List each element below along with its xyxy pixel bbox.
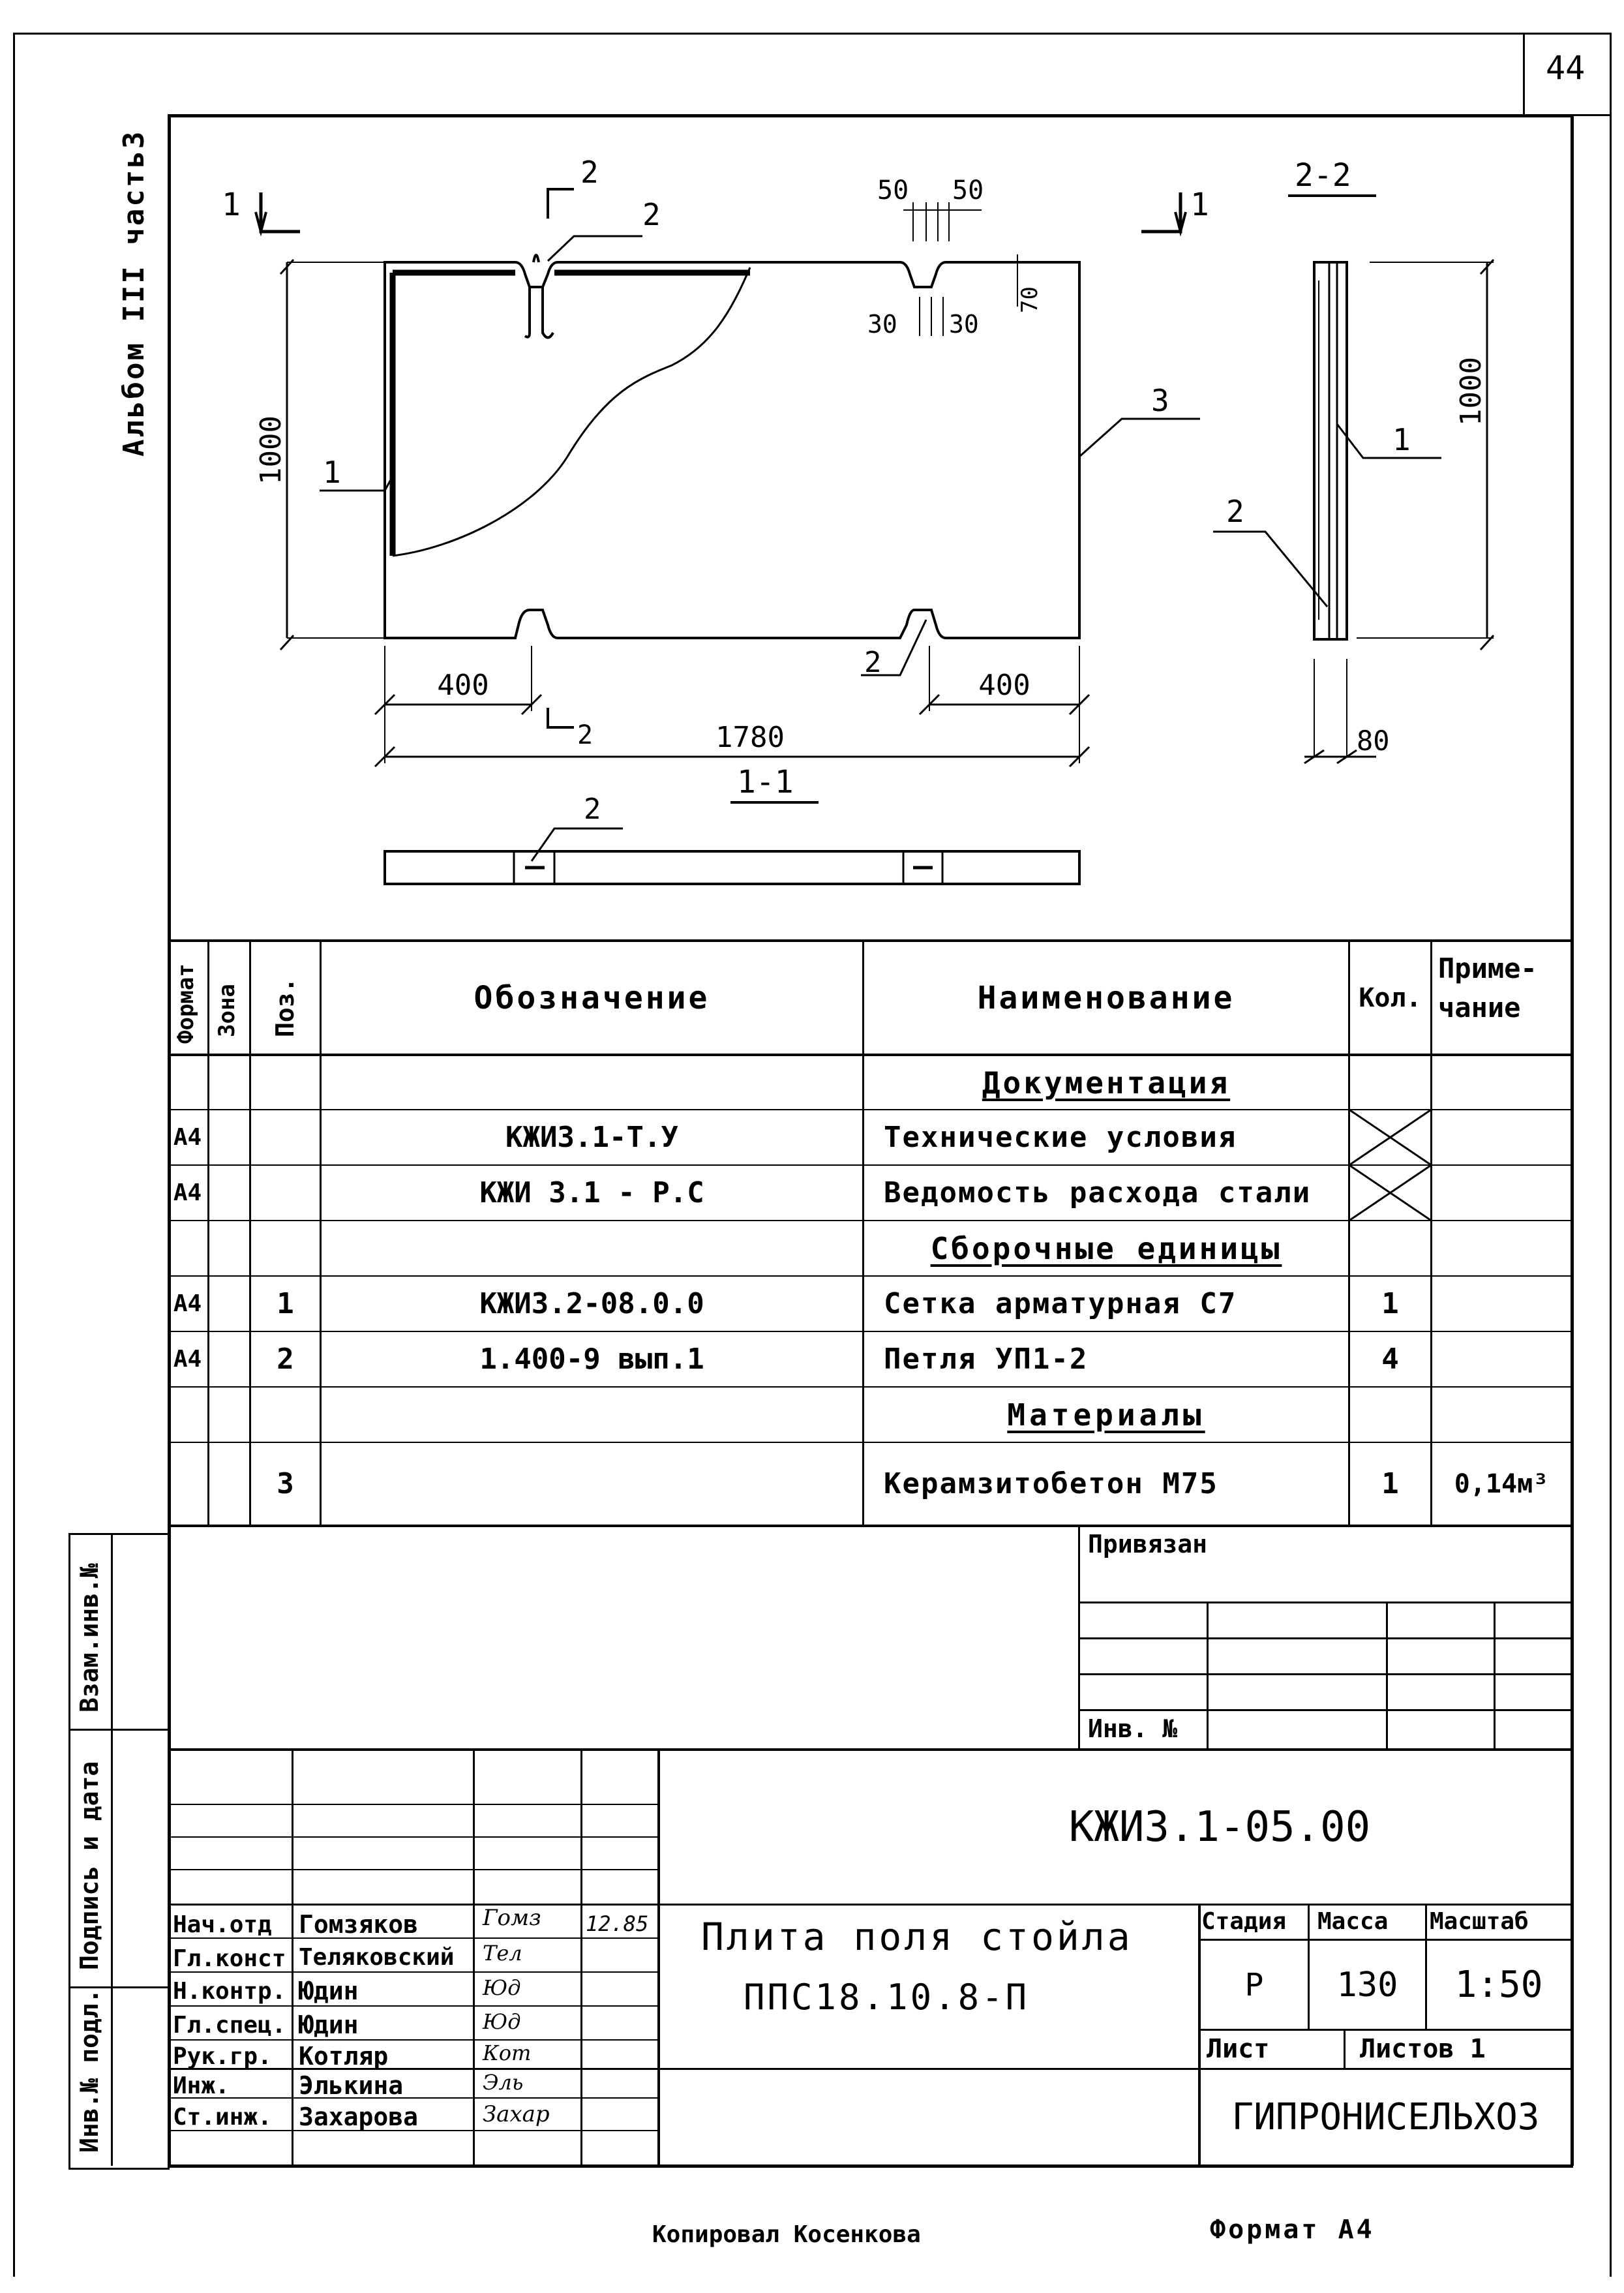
doc-code: КЖИ3.1-05.00 [1068, 1803, 1371, 1851]
header-note-line2: чание [1438, 992, 1521, 1024]
name-3: Юдин [299, 2011, 359, 2039]
date-0: 12.85 [586, 1911, 649, 1936]
dim-height-side: 1000 [1454, 357, 1488, 426]
name-4: Котляр [299, 2042, 389, 2071]
row5-pos: 2 [277, 1343, 294, 1376]
stage-row [1198, 2029, 1573, 2031]
stage-label: Стадия [1201, 1908, 1287, 1935]
row4-pos: 1 [277, 1287, 294, 1320]
header-pos: Поз. [271, 977, 299, 1037]
privyazan-row [1078, 1637, 1573, 1639]
row7-name: Керамзитобетон М75 [884, 1467, 1218, 1500]
dim-height-front: 1000 [254, 416, 288, 485]
row7-pos: 3 [277, 1467, 294, 1500]
org-name: ГИПРОНИСЕЛЬХОЗ [1231, 2096, 1540, 2138]
album-label: Альбом III часть3 [117, 129, 151, 457]
role-2: Н.контр. [173, 1978, 286, 2005]
header-name: Наименование [977, 979, 1235, 1016]
role-3: Гл.спец. [173, 2012, 286, 2039]
footer-copied: Копировал Косенкова [652, 2221, 921, 2248]
signature-1: Тел [483, 1941, 522, 1966]
row2-designation: КЖИ 3.1 - Р.С [479, 1176, 704, 1209]
signature-3: Юд [483, 2009, 521, 2034]
header-zone: Зона [214, 984, 240, 1037]
inner-frame-bottom [168, 2164, 1573, 2168]
signature-6: Захар [483, 2101, 550, 2127]
mass-label: Масса [1317, 1908, 1389, 1935]
stage-value: Р [1244, 1966, 1264, 2003]
header-qty: Кол. [1359, 982, 1422, 1013]
side-stamp-row [68, 1729, 168, 1731]
row4-designation: КЖИ3.2-08.0.0 [479, 1287, 704, 1320]
name-6: Захарова [299, 2103, 419, 2131]
row2-name: Ведомость расхода стали [884, 1176, 1312, 1209]
spec-bottom [168, 1525, 1573, 1527]
callout-1-side: 1 [1392, 422, 1411, 457]
name-5: Элькина [299, 2071, 404, 2100]
title-grid-row [168, 2097, 659, 2099]
row5-name: Петля УП1-2 [884, 1343, 1089, 1376]
row4-format: А4 [173, 1290, 202, 1317]
section-materials-label: Материалы [1007, 1397, 1205, 1433]
privyazan-col [1386, 1602, 1388, 1748]
row2-qty-crossed [1350, 1166, 1430, 1220]
row4-qty: 1 [1381, 1287, 1399, 1320]
title-grid-col [580, 1748, 582, 2166]
title-line1: Плита поля стойла [701, 1915, 1133, 1959]
title-grid-col [473, 1748, 475, 2166]
dim-right-400: 400 [978, 669, 1030, 702]
dim-thickness: 80 [1357, 725, 1390, 757]
privyazan-inv-label: Инв. № [1088, 1714, 1178, 1743]
section-assemblies [864, 1221, 1348, 1275]
row1-name: Технические условия [884, 1121, 1237, 1154]
title-grid-row [168, 1869, 659, 1870]
row7-qty: 1 [1381, 1467, 1399, 1500]
role-0: Нач.отд [173, 1911, 272, 1938]
outer-frame-top [13, 33, 1611, 35]
callout-2-bottom: 2 [864, 646, 882, 679]
name-0: Гомзяков [299, 1910, 419, 1939]
role-6: Ст.инж. [173, 2104, 272, 2131]
signature-0: Гомз [483, 1905, 541, 1931]
section-mark-1-left: 1 [222, 187, 241, 223]
callout-3: 3 [1151, 383, 1169, 418]
name-1: Теляковский [299, 1944, 455, 1971]
section-mark-2-top: 2 [580, 155, 599, 190]
signature-2: Юд [483, 1975, 521, 2000]
scale-value: 1:50 [1454, 1964, 1543, 2006]
role-5: Инж. [173, 2073, 230, 2099]
spec-col-line [1430, 939, 1432, 1526]
dim-top-50b: 50 [952, 175, 984, 205]
callout-2-side: 2 [1226, 494, 1244, 529]
sheet-label: Лист [1207, 2034, 1270, 2064]
footer-format: Формат А4 [1210, 2215, 1375, 2245]
row1-designation: КЖИ3.1-Т.У [505, 1121, 678, 1154]
section-documentation [864, 1056, 1348, 1109]
title-grid-row [168, 1804, 659, 1805]
title-grid-row [168, 2039, 659, 2041]
section-assemblies-label: Сборочные единицы [930, 1230, 1282, 1266]
dim-30b: 30 [949, 310, 979, 339]
privyazan-title: Привязан [1088, 1530, 1208, 1558]
row4-name: Сетка арматурная С7 [884, 1287, 1237, 1320]
privyazan-row [1078, 1709, 1573, 1711]
side-vzam-inv: Взам.инв.№ [75, 1563, 104, 1712]
dim-length: 1780 [715, 721, 785, 754]
row2-format: А4 [173, 1179, 202, 1206]
role-1: Гл.конст [173, 1945, 286, 1972]
dim-left-400: 400 [437, 669, 489, 702]
section-mark-2-bottom: 2 [577, 720, 594, 750]
title-line2: ППС18.10.8-П [744, 1977, 1030, 2018]
title-grid-col [292, 1748, 293, 2166]
sheets-label: Листов 1 [1360, 2034, 1486, 2064]
dim-top-50a: 50 [877, 175, 909, 205]
dim-30a: 30 [867, 310, 897, 339]
row7-note: 0,14м³ [1454, 1468, 1549, 1499]
dim-70: 70 [1017, 286, 1043, 313]
side-inv-podl: Инв.№ подл. [75, 1988, 104, 2153]
name-2: Юдин [299, 1977, 359, 2005]
inner-frame-right [1571, 114, 1574, 2166]
section-documentation-label: Документация [982, 1065, 1231, 1101]
sheet-col [1344, 2029, 1346, 2068]
header-designation: Обозначение [474, 979, 710, 1016]
page-number: 44 [1546, 49, 1586, 87]
row1-qty-crossed [1350, 1110, 1430, 1164]
signature-5: Эль [483, 2070, 524, 2095]
callout-2-top: 2 [642, 197, 661, 232]
title-grid-row [168, 1836, 659, 1838]
header-format: Формат [173, 964, 199, 1044]
section-mark-1-right: 1 [1190, 187, 1209, 223]
row1-format: А4 [173, 1124, 202, 1151]
signature-4: Кот [483, 2041, 532, 2065]
row5-format: А4 [173, 1346, 202, 1373]
mass-value: 130 [1336, 1965, 1398, 2005]
row5-designation: 1.400-9 вып.1 [479, 1343, 704, 1376]
title-grid-row [168, 1904, 1573, 1906]
scale-label: Масштаб [1430, 1908, 1529, 1935]
drawing-area [171, 117, 1571, 939]
side-podpis-data: Подпись и дата [75, 1761, 104, 1970]
title-grid-row [168, 2005, 659, 2007]
section-materials [864, 1388, 1348, 1442]
spec-col-line [207, 939, 209, 1526]
privyazan-col [1494, 1602, 1496, 1748]
role-4: Рук.гр. [173, 2043, 272, 2070]
outer-frame-right [1610, 33, 1612, 2277]
side-stamp-col [111, 1533, 113, 2166]
outer-frame-left [13, 33, 15, 2277]
privyazan-col [1207, 1602, 1209, 1748]
view-2-2-title: 2-2 [1295, 157, 1351, 194]
header-note-line1: Приме- [1438, 952, 1537, 984]
row5-qty: 4 [1381, 1343, 1399, 1376]
spec-col-line [249, 939, 251, 1526]
privyazan-row [1078, 1602, 1573, 1603]
callout-2-section: 2 [584, 793, 601, 826]
view-1-1-title: 1-1 [737, 764, 794, 800]
privyazan-row [1078, 1673, 1573, 1675]
callout-1-front: 1 [323, 455, 341, 490]
